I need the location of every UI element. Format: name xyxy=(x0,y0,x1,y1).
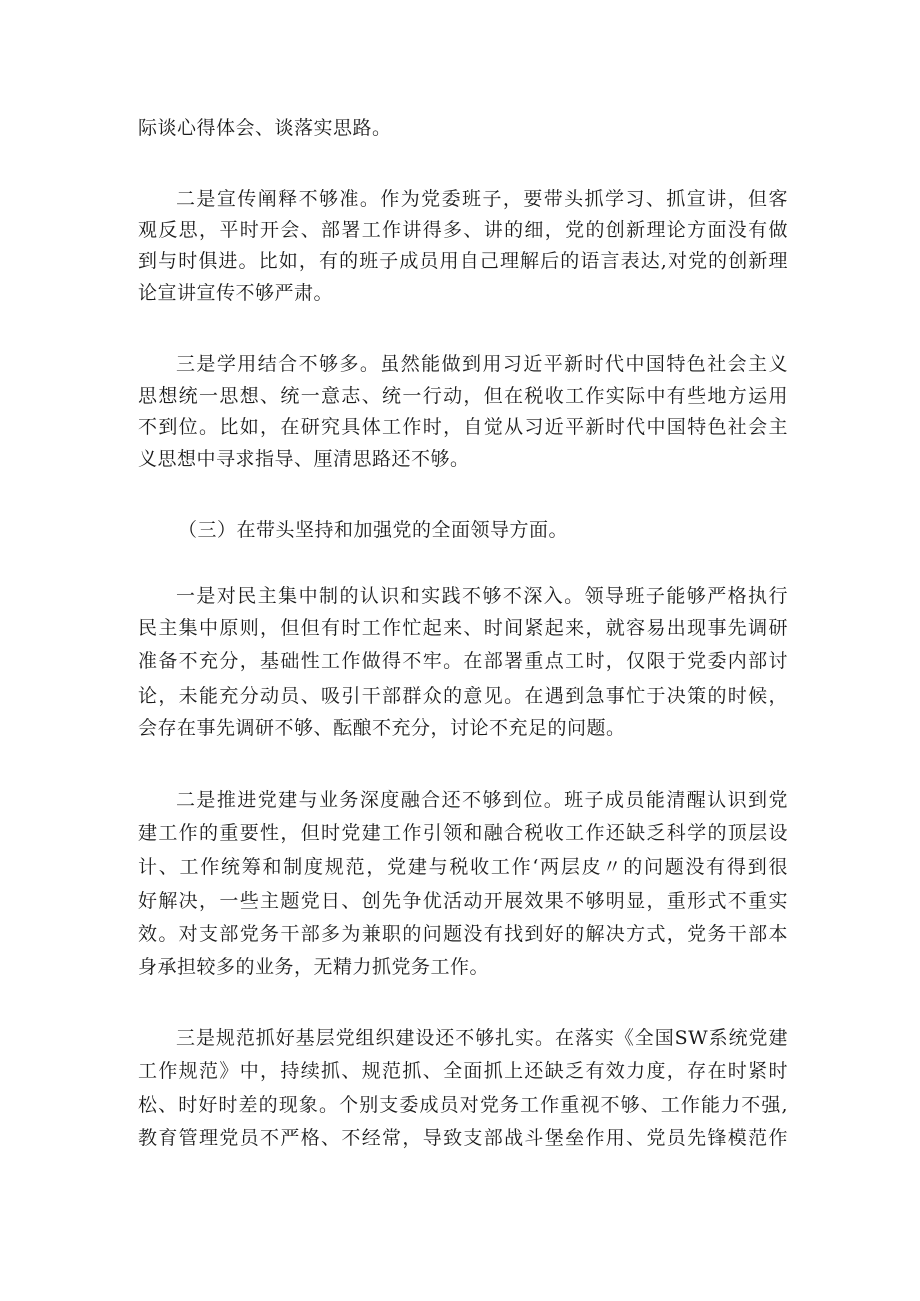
paragraph-line: 义思想中寻求指导、厘清思路还不够。 xyxy=(138,448,470,470)
paragraph-line: 建工作的重要性，但时党建工作引领和融合税收工作还缺乏科学的顶层设 xyxy=(138,822,788,844)
paragraph-line: 计、工作统筹和制度规范，党建与税收工作‘两层皮〃的问题没有得到很 xyxy=(138,856,788,878)
paragraph-line: 论，未能充分动员、吸引干部群众的意见。在遇到急事忙于决策的时候， xyxy=(138,685,788,707)
paragraph-line: 二是宣传阐释不够准。作为党委班子，要带头抓学习、抓宣讲，但客 xyxy=(176,188,788,210)
section-heading: （三）在带头坚持和加强党的全面领导方面。 xyxy=(178,519,569,541)
paragraph-line: 教育管理党员不严格、不经常，导致支部战斗堡垒作用、党员先锋模范作 xyxy=(138,1127,788,1149)
paragraph-line: 松、时好时差的现象。个别支委成员对党务工作重视不够、工作能力不强, xyxy=(138,1094,788,1116)
paragraph-line: 论宣讲宣传不够严肃。 xyxy=(138,282,334,304)
paragraph-line: 到与时俱进。比如，有的班子成员用自己理解后的语言表达,对党的创新理 xyxy=(138,250,788,272)
paragraph-line: 观反思，平时开会、部署工作讲得多、讲的细，党的创新理论方面没有做 xyxy=(138,219,788,241)
paragraph-line: 际谈心得体会、谈落实思路。 xyxy=(138,117,392,139)
paragraph-line: 二是推进党建与业务深度融合还不够到位。班子成员能清醒认识到党 xyxy=(176,789,788,811)
paragraph-line: 三是规范抓好基层党组织建设还不够扎实。在落实《全国SW系统党建 xyxy=(176,1027,788,1049)
paragraph-line: 思想统一思想、统一意志、统一行动，但在税收工作实际中有些地方运用 xyxy=(138,385,788,407)
paragraph-line: 准备不充分，基础性工作做得不牢。在部署重点工时，仅限于党委内部讨 xyxy=(138,650,788,672)
paragraph-line: 一是对民主集中制的认识和实践不够不深入。领导班子能够严格执行 xyxy=(176,585,788,607)
paragraph-line: 三是学用结合不够多。虽然能做到用习近平新时代中国特色社会主义 xyxy=(176,353,788,375)
paragraph-line: 效。对支部党务干部多为兼职的问题没有找到好的解决方式，党务干部本 xyxy=(138,923,788,945)
paragraph-line: 工作规范》中，持续抓、规范抓、全面抓上还缺乏有效力度，存在时紧时 xyxy=(138,1060,788,1082)
paragraph-line: 不到位。比如，在研究具体工作时，自觉从习近平新时代中国特色社会主 xyxy=(138,416,788,438)
paragraph-line: 身承担较多的业务，无精力抓党务工作。 xyxy=(138,956,490,978)
paragraph-line: 好解决，一些主题党日、创先争优活动开展效果不够明显，重形式不重实 xyxy=(138,890,788,912)
paragraph-line: 民主集中原则，但但有时工作忙起来、时间紧起来，就容易出现事先调研 xyxy=(138,617,788,639)
paragraph-line: 会存在事先调研不够、酝酿不充分，讨论不充足的问题。 xyxy=(138,717,626,739)
